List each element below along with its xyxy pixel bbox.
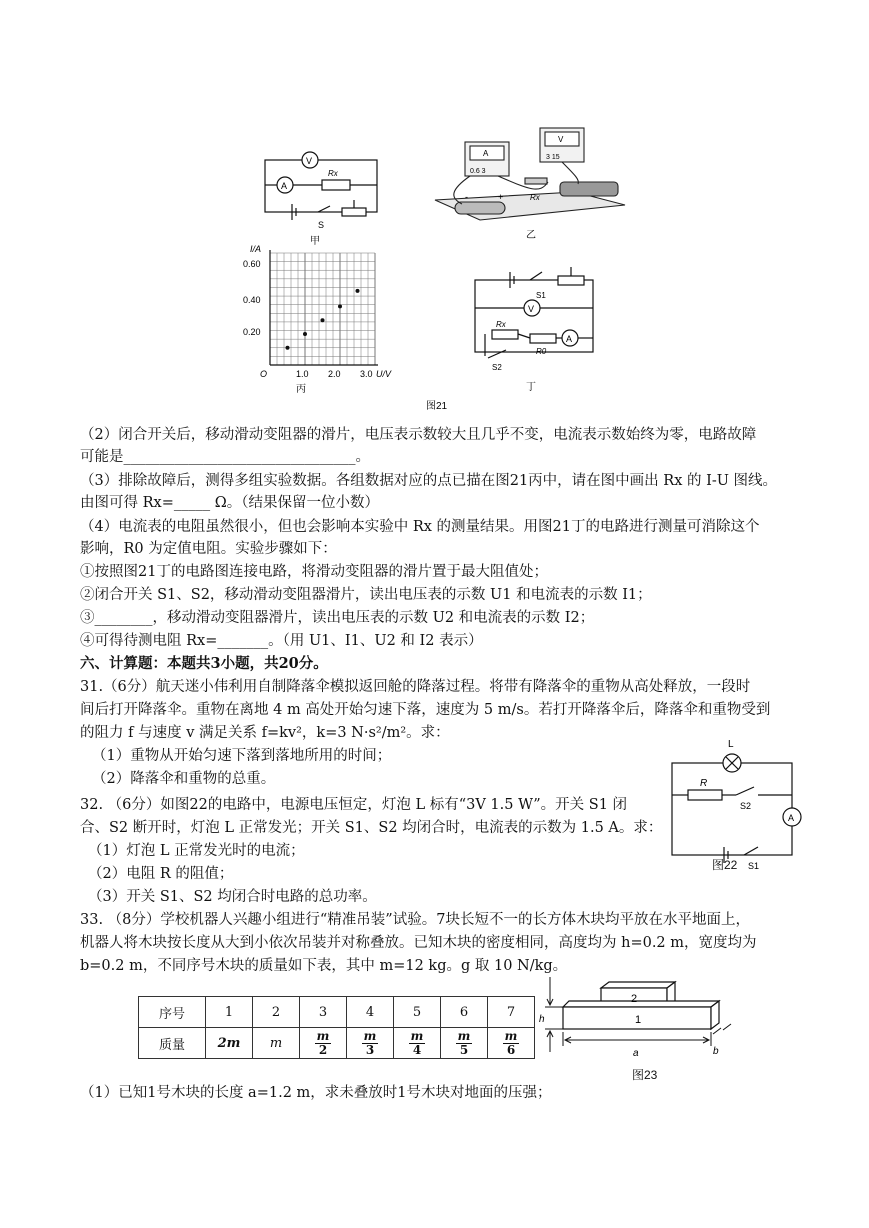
bing-tick-x-10: 1.0 [296, 369, 309, 379]
q33-line1: 33. （8分）学校机器人兴趣小组进行“精准吊装”试验。7块长短不一的长方体木块均平放在水平地面上， [80, 912, 750, 928]
bing-tick-y-020: 0.20 [243, 327, 261, 337]
frac-denominator: 5 [459, 1042, 469, 1057]
data-point [321, 318, 325, 322]
bing-tick-x-20: 2.0 [328, 369, 341, 379]
frac-denominator: 2 [318, 1042, 328, 1057]
q31-line3: 的阻力 f 与速度 v 满足关系 f=kv²，k=3 N·s²/m²。求： [80, 725, 450, 741]
q33-line2: 机器人将木块按长度从大到小依次吊装并对称叠放。已知木块的密度相同，高度均为 h=0.2 m，宽度均为 [80, 935, 757, 951]
q32-part1: （1）灯泡 L 正常发光时的电流； [88, 843, 305, 859]
fig23-block1: 1 [635, 1014, 642, 1026]
table-cell: 7 [488, 997, 535, 1028]
table-cell [441, 1028, 488, 1059]
table-cell [300, 1028, 347, 1059]
figure-21-caption: 图21 [426, 401, 448, 412]
table-header-number: 序号 [139, 997, 206, 1028]
bing-x-axis-label: U/V [376, 369, 392, 379]
jia-a: A [281, 181, 288, 191]
table-row [139, 1028, 535, 1059]
jia-rx: Rx [328, 169, 338, 178]
q30-step3: ③________，移动滑动变阻器滑片，读出电压表的示数 U2 和电流表的示数 I2； [80, 610, 595, 626]
frac-numerator: m [363, 1028, 377, 1043]
yi-label: 乙 [526, 230, 536, 241]
q32-part2: （2）电阻 R 的阻值； [88, 866, 234, 882]
frac-denominator: 4 [412, 1042, 422, 1057]
table-cell: 5 [394, 997, 441, 1028]
table-row [139, 997, 535, 1028]
frac-denominator: 3 [365, 1042, 375, 1057]
q30-part4-line1: （4）电流表的电阻虽然很小，但也会影响本实验中 Rx 的测量结果。用图21丁的电路进行测量可消除这个 [80, 519, 760, 535]
section-6-heading: 六、计算题：本题共3小题，共20分。 [80, 655, 328, 672]
yi-voltmeter-scale: 3 15 [546, 154, 560, 161]
table-cell: 3 [300, 997, 347, 1028]
bing-tick-y-060: 0.60 [243, 259, 261, 269]
q31-line1: 31.（6分）航天迷小伟利用自制降落伞模拟返回舱的降落过程。将带有降落伞的重物从高处释放，一段时 [80, 679, 751, 695]
figure-23 [535, 972, 750, 1062]
jia-v: V [306, 156, 313, 166]
figure-22-caption: 图22 [712, 858, 738, 872]
data-point [356, 289, 360, 293]
bing-y-axis-label: I/A [250, 244, 262, 254]
q30-part3-line2: 由图可得 Rx=_____ Ω。（结果保留一位小数） [80, 495, 379, 511]
yi-v: V [558, 135, 564, 144]
fig23-h: h [539, 1014, 545, 1025]
frac-numerator: m [316, 1028, 330, 1043]
ding-label: 丁 [526, 382, 536, 393]
frac-numerator: m [410, 1028, 424, 1043]
bing-tick-x-30: 3.0 [360, 369, 373, 379]
yi-a: A [483, 149, 489, 158]
table-cell [347, 1028, 394, 1059]
q30-part3-line1: （3）排除故障后，测得多组实验数据。各组数据对应的点已描在图21丙中，请在图中画出 Rx 的 I-U 图线。 [80, 473, 778, 489]
table-header-mass: 质量 [139, 1028, 206, 1059]
fig23-b: b [713, 1046, 719, 1057]
fig22-s2: S2 [740, 801, 752, 811]
frac-numerator: m [457, 1028, 471, 1043]
figure-22 [660, 735, 810, 875]
ding-r0: R0 [536, 347, 547, 356]
ding-a: A [566, 334, 573, 344]
frac-numerator: m [504, 1028, 518, 1043]
q30-step1: ①按照图21丁的电路图连接电路，将滑动变阻器的滑片置于最大阻值处； [80, 564, 548, 580]
frac-denominator: 6 [506, 1042, 516, 1057]
bing-tick-y-040: 0.40 [243, 295, 261, 305]
ding-rx: Rx [496, 320, 506, 329]
table-cell [394, 1028, 441, 1059]
q31-line2: 间后打开降落伞。重物在离地 4 m 高处开始匀速下落，速度为 5 m/s。若打开降落伞后，降落伞和重物受到 [80, 702, 771, 718]
figure-21 [230, 120, 650, 415]
data-point [338, 304, 342, 308]
data-point [303, 332, 307, 336]
bing-label: 丙 [296, 384, 306, 395]
data-point [286, 346, 290, 350]
table-cell: 4 [347, 997, 394, 1028]
q30-part4-line2: 影响，R0 为定值电阻。实验步骤如下： [80, 541, 337, 557]
q30-step2: ②闭合开关 S1、S2，移动滑动变阻器滑片，读出电压表的示数 U1 和电流表的示数 I1； [80, 587, 652, 603]
graph-bing [270, 250, 378, 365]
bing-origin: O [260, 369, 268, 379]
mass-table [138, 996, 535, 1059]
figure-23-caption: 图23 [632, 1068, 658, 1082]
table-cell: m [253, 1028, 300, 1059]
table-cell: 2m [206, 1028, 253, 1059]
ding-v: V [528, 304, 535, 314]
q31-part2: （2）降落伞和重物的总重。 [92, 771, 276, 787]
yi-minus: - [465, 192, 468, 202]
table-cell: 6 [441, 997, 488, 1028]
fig23-block2: 2 [631, 993, 638, 1005]
fig22-r: R [700, 778, 708, 789]
fig22-l: L [728, 739, 734, 750]
q32-line2: 合、S2 断开时，灯泡 L 正常发光；开关 S1、S2 均闭合时，电流表的示数为 1.5 A。求： [80, 820, 663, 836]
yi-rx: Rx [530, 193, 540, 202]
yi-plus: + [498, 192, 504, 202]
jia-s: S [318, 220, 325, 230]
table-cell: 1 [206, 997, 253, 1028]
jia-label: 甲 [310, 236, 320, 247]
ding-s2: S2 [492, 363, 502, 372]
q33-line3: b=0.2 m，不同序号木块的质量如下表，其中 m=12 kg。g 取 10 N/kg。 [80, 958, 568, 974]
fig22-s1: S1 [748, 861, 760, 871]
q31-part1: （1）重物从开始匀速下落到落地所用的时间； [92, 748, 392, 764]
table-cell [488, 1028, 535, 1059]
q32-line1: 32. （6分）如图22的电路中，电源电压恒定，灯泡 L 标有“3V 1.5 W”。开关 S1 闭 [80, 797, 628, 813]
q33-part1: （1）已知1号木块的长度 a=1.2 m，求未叠放时1号木块对地面的压强； [80, 1085, 552, 1101]
q32-part3: （3）开关 S1、S2 均闭合时电路的总功率。 [88, 889, 377, 905]
table-cell: 2 [253, 997, 300, 1028]
q30-part2-line1: （2）闭合开关后，移动滑动变阻器的滑片，电压表示数较大且几乎不变，电流表示数始终为零，电路故障 [80, 427, 757, 443]
q30-step4: ④可得待测电阻 Rx=_______。（用 U1、I1、U2 和 I2 表示） [80, 633, 483, 649]
fig22-a: A [788, 813, 795, 823]
yi-ammeter-scale: 0.6 3 [470, 168, 486, 175]
apparatus-yi [435, 128, 625, 220]
fig23-a: a [633, 1048, 639, 1059]
q30-part2-line2: 可能是________________________________。 [80, 449, 370, 465]
ding-s1: S1 [536, 291, 546, 300]
